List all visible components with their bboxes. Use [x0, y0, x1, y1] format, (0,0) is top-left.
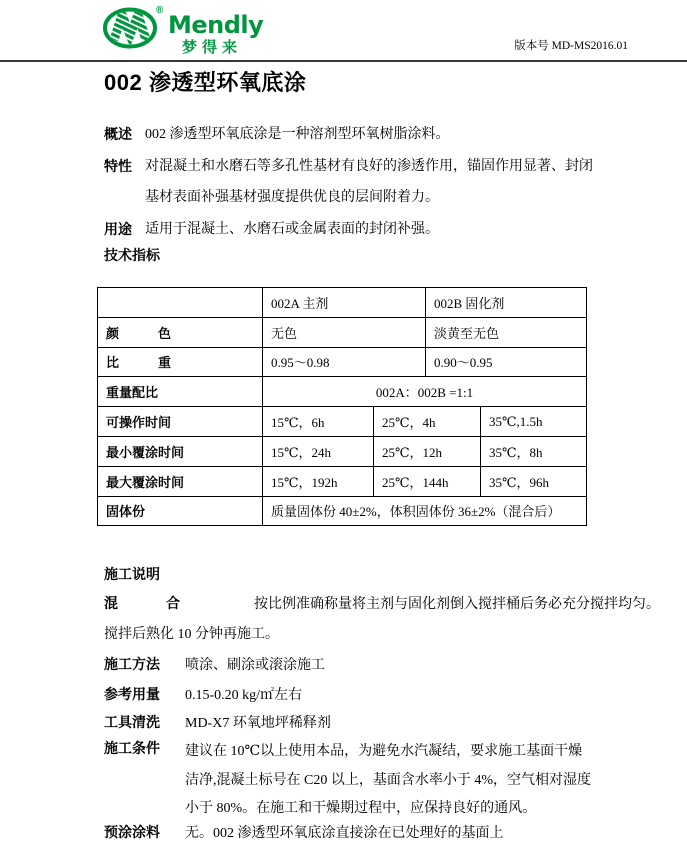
item-label: 工具清洗	[104, 714, 160, 730]
row-label: 最小覆涂时间	[98, 436, 263, 466]
overview-text: 002 渗透型环氧底涂是一种溶剂型环氧树脂涂料。	[145, 127, 450, 142]
page-title: 002 渗透型环氧底涂	[104, 70, 307, 95]
spec-row-color	[98, 317, 587, 347]
item-text: 喷涂、刷涂或滚涂施工	[185, 658, 325, 673]
item-text: 无。002 渗透型环氧底涂直接涂在已处理好的基面上	[185, 826, 504, 841]
registered-trademark-icon: ®	[156, 5, 164, 16]
cell-value: 15℃，192h	[263, 466, 374, 496]
overview-label: 特性	[104, 157, 132, 174]
item-label: 混 合	[104, 595, 197, 611]
item-text: MD-X7 环氧地坪稀释剂	[185, 716, 331, 731]
item-label: 施工条件	[104, 740, 160, 756]
cell-value: 0.95～0.98	[263, 347, 426, 377]
row-label: 颜 色	[98, 317, 263, 347]
cell-value: 35℃,1.5h	[481, 407, 587, 437]
spec-row-max-recoat	[98, 466, 587, 496]
spec-col-002b: 002B 固化剂	[426, 288, 587, 318]
construction-item-tool-cleaning	[104, 712, 331, 732]
spec-row-solids	[98, 496, 587, 526]
overview-section	[104, 119, 600, 245]
overview-item-features	[104, 151, 600, 214]
construction-item-conditions	[104, 738, 593, 824]
construction-heading: 施工说明	[104, 566, 160, 582]
spec-row-mix-ratio	[98, 377, 587, 407]
cell-value: 15℃，24h	[263, 436, 374, 466]
spec-table	[97, 287, 587, 526]
spec-col-empty	[98, 288, 263, 318]
cell-value: 15℃，6h	[263, 407, 374, 437]
cell-value: 质量固体份 40±2%，体积固体份 36±2%（混合后）	[263, 496, 587, 526]
item-label: 参考用量	[104, 686, 160, 702]
cell-value: 25℃，12h	[374, 436, 481, 466]
row-label: 重量配比	[98, 377, 263, 407]
item-text: 按比例准确称量将主剂与固化剂倒入搅拌桶后务必充分搅拌均匀。	[254, 597, 660, 612]
spec-header-row	[98, 288, 587, 318]
spec-row-pot-life	[98, 407, 587, 437]
cell-value: 无色	[263, 317, 426, 347]
cell-value: 002A：002B =1:1	[263, 377, 587, 407]
overview-label: 概述	[104, 126, 132, 142]
header-divider	[0, 60, 687, 62]
item-label: 施工方法	[104, 656, 160, 672]
item-text: 建议在 10℃以上使用本品，为避免水汽凝结，要求施工基面干燥洁净,混凝土标号在 C20 以上，基面含水率小于 4%，空气相对湿度小于 80%。在施工和干燥期过程中，应保持良好的通风。	[185, 744, 591, 816]
overview-text: 适用于混凝土、水磨石或金属表面的封闭补强。	[145, 221, 439, 237]
cell-value: 25℃，4h	[374, 407, 481, 437]
cell-value: 35℃，96h	[481, 466, 587, 496]
overview-item-summary	[104, 119, 600, 151]
row-label: 固体份	[98, 496, 263, 526]
cell-value: 淡黄至无色	[426, 317, 587, 347]
spec-row-gravity	[98, 347, 587, 377]
cell-value: 0.90～0.95	[426, 347, 587, 377]
brand-wordmark	[168, 6, 263, 55]
construction-item-mixing-cont: 搅拌后熟化 10 分钟再施工。	[104, 627, 279, 642]
item-label: 预涂涂料	[104, 824, 160, 840]
construction-item-method	[104, 654, 325, 674]
brand-name-en: Mendly	[168, 11, 264, 39]
brand-logo	[103, 6, 263, 55]
overview-label: 用途	[104, 220, 132, 237]
cell-value: 35℃，8h	[481, 436, 587, 466]
construction-item-coverage	[104, 684, 302, 704]
brand-name-cn: 梦得来	[182, 38, 243, 56]
construction-item-mixing	[104, 593, 660, 613]
spec-row-min-recoat	[98, 436, 587, 466]
mendly-emblem-icon	[103, 6, 159, 50]
version-number: 版本号 MD-MS2016.01	[514, 40, 628, 52]
row-label: 最大覆涂时间	[98, 466, 263, 496]
spec-col-002a: 002A 主剂	[263, 288, 426, 318]
overview-text: 对混凝土和水磨石等多孔性基材有良好的渗透作用，锚固作用显著、封闭基材表面补强基材强度提供优良的层间附着力。	[145, 158, 593, 205]
overview-item-usage	[104, 214, 600, 246]
row-label: 比 重	[98, 347, 263, 377]
tech-specs-heading: 技术指标	[104, 247, 160, 263]
row-label: 可操作时间	[98, 407, 263, 437]
cell-value: 25℃，144h	[374, 466, 481, 496]
item-text: 0.15-0.20 kg/㎡左右	[185, 688, 303, 703]
construction-item-precoat	[104, 822, 504, 842]
